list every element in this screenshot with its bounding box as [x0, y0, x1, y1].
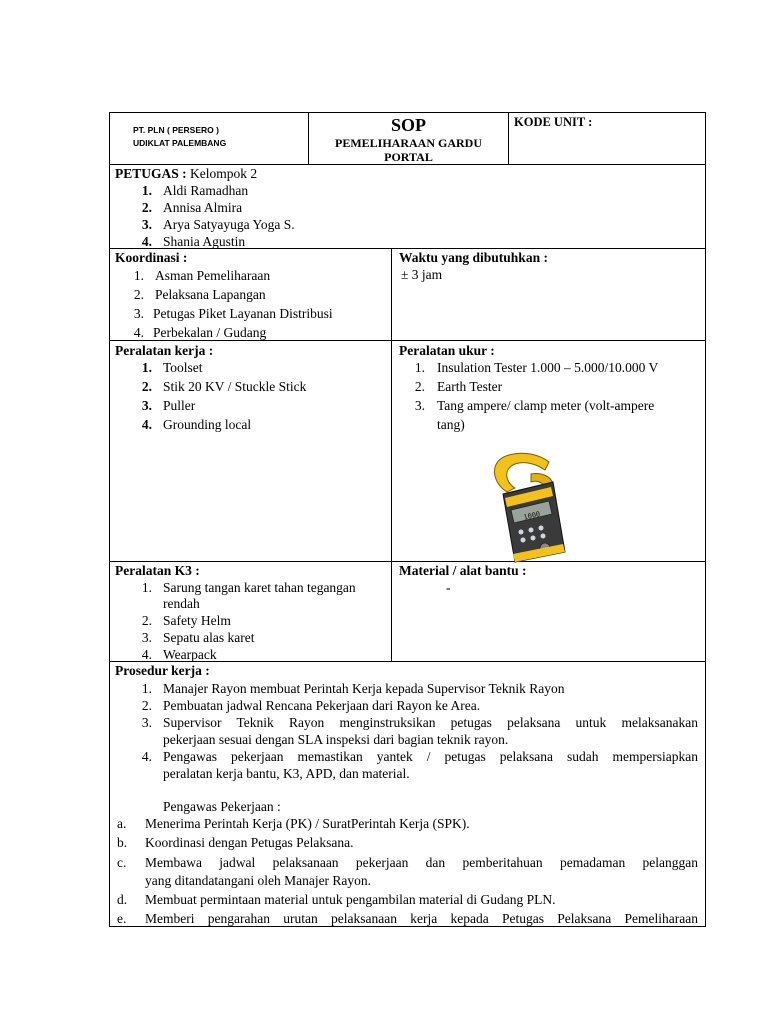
koordinasi-item: Pelaksana Lapangan: [155, 287, 266, 302]
petugas-label: PETUGAS :: [115, 166, 187, 181]
petugas-number: 4.: [141, 234, 152, 249]
pengawas-label: Pengawas Pekerjaan :: [163, 799, 281, 814]
petugas-member: Arya Satyayuga Yoga S.: [163, 217, 295, 232]
k3-number: 2.: [141, 613, 152, 628]
material-value: -: [446, 580, 451, 595]
peralatan-ukur-item: Tang ampere/ clamp meter (volt-ampere: [437, 398, 655, 413]
peralatan-kerja-item: Grounding local: [163, 417, 252, 432]
prosedur-item-continued: peralatan kerja bantu, K3, APD, dan material.: [163, 766, 410, 781]
peralatan-kerja-cell: [110, 341, 391, 561]
peralatan-ukur-item: Earth Tester: [437, 379, 503, 394]
waktu-label: Waktu yang dibutuhkan :: [399, 250, 548, 265]
petugas-row: [110, 165, 705, 249]
peralatan-ukur-number: 2.: [414, 379, 425, 394]
company-cell: [110, 113, 308, 164]
peralatan-kerja-item: Toolset: [163, 360, 203, 375]
sop-title-line1: PEMELIHARAAN GARDU: [335, 136, 482, 150]
petugas-member: Annisa Almira: [163, 200, 243, 215]
pengawas-item: Membuat permintaan material untuk pengambilan material di Gudang PLN.: [145, 892, 556, 907]
pengawas-letter: e.: [117, 911, 127, 926]
koordinasi-item: Petugas Piket Layanan Distribusi: [153, 306, 333, 321]
waktu-cell: [391, 249, 705, 340]
prosedur-number: 2.: [141, 698, 152, 713]
pengawas-letter: a.: [117, 816, 127, 831]
peralatan-kerja-number: 2.: [141, 379, 152, 394]
koordinasi-cell: [110, 249, 391, 340]
clamp-meter-icon: [487, 452, 571, 564]
petugas-member: Shania Agustin: [163, 234, 246, 249]
petugas-member: Aldi Ramadhan: [163, 183, 249, 198]
peralatan-row: [110, 341, 705, 562]
koordinasi-number: 2.: [133, 287, 144, 302]
pengawas-letter: b.: [117, 835, 128, 850]
k3-number: 1.: [141, 580, 152, 595]
koordinasi-item: Asman Pemeliharaan: [155, 268, 271, 283]
pengawas-item: Menerima Perintah Kerja (PK) / SuratPerintah Kerja (SPK).: [145, 816, 470, 831]
title-cell: [308, 113, 508, 164]
petugas-number: 3.: [141, 217, 152, 232]
prosedur-item-text: Pengawas pekerjaan memastikan yantek / petugas pelaksana sudah mempersiapkan: [163, 749, 698, 764]
waktu-value: ± 3 jam: [401, 267, 443, 282]
prosedur-section: [110, 662, 705, 927]
k3-item: Safety Helm: [163, 613, 231, 628]
sop-document: [109, 112, 706, 927]
prosedur-item: [163, 714, 698, 731]
peralatan-kerja-number: 4.: [141, 417, 152, 432]
k3-label: Peralatan K3 :: [115, 563, 200, 578]
kode-unit-label: KODE UNIT :: [514, 115, 593, 129]
prosedur-item: Manajer Rayon membuat Perintah Kerja kepada Supervisor Teknik Rayon: [163, 681, 565, 696]
kode-unit-cell: [508, 113, 705, 164]
prosedur-item: [163, 748, 698, 765]
koordinasi-number: 4.: [133, 325, 144, 340]
k3-item: Wearpack: [163, 647, 217, 662]
peralatan-kerja-item: Puller: [163, 398, 196, 413]
prosedur-item: Pembuatan jadwal Rencana Pekerjaan dari Rayon ke Area.: [163, 698, 481, 713]
peralatan-ukur-item-continued: tang): [437, 417, 465, 432]
prosedur-number: 1.: [141, 681, 152, 696]
pengawas-letter: d.: [117, 892, 128, 907]
k3-number: 3.: [141, 630, 152, 645]
pengawas-item: Koordinasi dengan Petugas Pelaksana.: [145, 835, 354, 850]
clamp-meter-display: 1000: [522, 510, 541, 522]
koordinasi-number: 1.: [133, 268, 144, 283]
peralatan-kerja-number: 3.: [141, 398, 152, 413]
peralatan-kerja-item: Stik 20 KV / Stuckle Stick: [163, 379, 307, 394]
header-row: [110, 113, 705, 165]
prosedur-number: 4.: [141, 749, 152, 764]
prosedur-number: 3.: [141, 715, 152, 730]
petugas-number: 1.: [141, 183, 152, 198]
koordinasi-number: 3.: [133, 306, 144, 321]
peralatan-ukur-item: Insulation Tester 1.000 – 5.000/10.000 V: [437, 360, 659, 375]
k3-item: Sarung tangan karet tahan tegangan: [163, 580, 356, 595]
petugas-heading: [115, 165, 257, 182]
peralatan-ukur-number: 3.: [414, 398, 425, 413]
k3-row: [110, 562, 705, 662]
petugas-number: 2.: [141, 200, 152, 215]
peralatan-ukur-label: Peralatan ukur :: [399, 343, 495, 358]
company-unit: UDIKLAT PALEMBANG: [133, 138, 227, 148]
peralatan-ukur-cell: [391, 341, 705, 561]
sop-label: SOP: [390, 115, 426, 135]
pengawas-item: [145, 854, 698, 871]
company-name: PT. PLN ( PERSERO ): [133, 125, 219, 135]
peralatan-kerja-number: 1.: [141, 360, 152, 375]
k3-item: Sepatu alas karet: [163, 630, 255, 645]
peralatan-ukur-number: 1.: [414, 360, 425, 375]
petugas-group: Kelompok 2: [190, 166, 258, 181]
k3-item-continued: rendah: [163, 596, 200, 611]
prosedur-item-continued: pekerjaan sesuai dengan SLA inspeksi dari bagian teknik rayon.: [163, 732, 509, 747]
pengawas-item-text: Memberi pengarahan urutan pelaksanaan kerja kepada Petugas Pelaksana Pemeliharaan: [145, 911, 698, 926]
prosedur-label: Prosedur kerja :: [115, 663, 210, 678]
material-label: Material / alat bantu :: [399, 563, 527, 578]
k3-number: 4.: [141, 647, 152, 662]
k3-cell: [110, 562, 391, 661]
koordinasi-row: [110, 249, 705, 341]
koordinasi-item: Perbekalan / Gudang: [153, 325, 267, 340]
pengawas-item-text: Membawa jadwal pelaksanaan pekerjaan dan pemberitahuan pemadaman pelanggan: [145, 855, 698, 870]
koordinasi-label: Koordinasi :: [115, 250, 188, 265]
peralatan-kerja-label: Peralatan kerja :: [115, 343, 214, 358]
pengawas-item-continued: yang ditandatangani oleh Manajer Rayon.: [145, 873, 372, 888]
pengawas-letter: c.: [117, 855, 127, 870]
prosedur-item-text: Supervisor Teknik Rayon menginstruksikan petugas pelaksana untuk melaksanakan: [163, 715, 698, 730]
pengawas-item: [145, 910, 698, 927]
sop-title-line2: PORTAL: [384, 150, 433, 164]
material-cell: [391, 562, 705, 661]
